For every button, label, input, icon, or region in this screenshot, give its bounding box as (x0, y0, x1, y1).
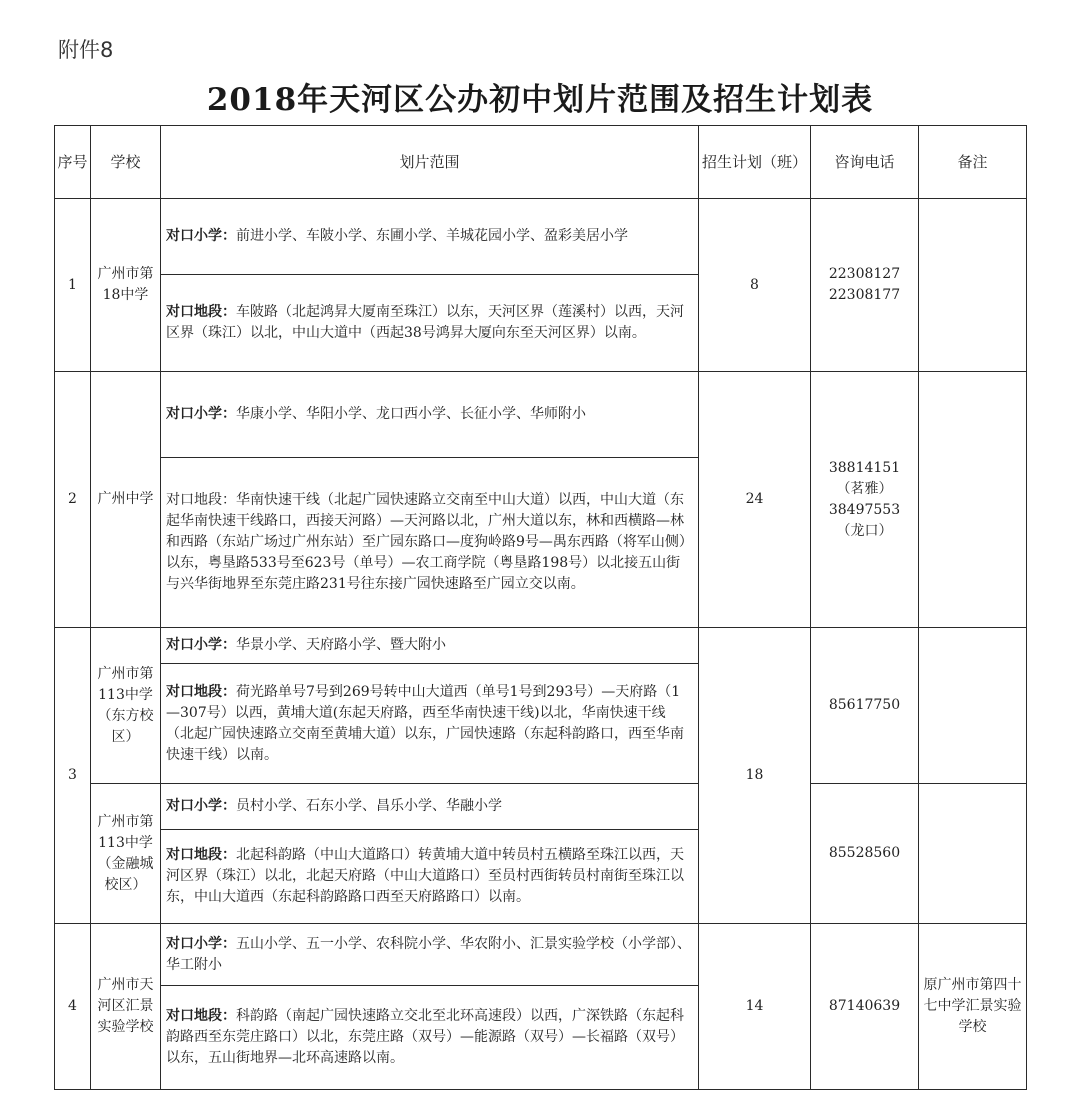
phone-number: 38814151 (828, 459, 901, 476)
header-phone: 咨询电话 (811, 126, 919, 199)
row2-area (161, 458, 699, 628)
row4-school: 广州市天河区汇景实验学校 (91, 924, 161, 1090)
primary-label: 对口小学： (166, 228, 236, 244)
phone-number: 38497553 (828, 501, 901, 518)
row2-school: 广州中学 (91, 372, 161, 628)
area-description: 华南快速干线（北起广园快速路立交南至中山大道）以西，中山大道（东起华南快速干线路口，西接天河路）—天河路以北，广州大道以东，林和西横路—林和西路（东站广场过广州东站）至广园东路口—度狗岭路9号—禺东西路（将军山侧）以东，粤垦路533号至623号（单号）—农工商学院（粤垦路198号）以北接五山街与兴华街地界至东莞庄路231号往东接广园快速路至广园立交以南。 (166, 492, 686, 592)
phone-number: 22308177 (828, 287, 901, 303)
row3a-phone: 85617750 (811, 628, 919, 784)
row3a-area (161, 664, 699, 784)
row1-school: 广州市第18中学 (91, 199, 161, 372)
row4-phone: 87140639 (811, 924, 919, 1090)
area-label: 对口地段： (166, 847, 236, 863)
row4-plan: 14 (699, 924, 811, 1090)
row1-phone (811, 199, 919, 372)
row2-phone (811, 372, 919, 628)
primary-schools: 前进小学、车陂小学、东圃小学、羊城花园小学、盈彩美居小学 (236, 228, 628, 244)
table-row (55, 924, 1027, 986)
area-label: 对口地段： (166, 1008, 236, 1024)
primary-label: 对口小学： (166, 637, 236, 653)
area-description: 荷光路单号7号到269号转中山大道西（单号1号到293号）—天府路（1—307号）以西，黄埔大道(东起天府路，西至华南快速干线)以北，华南快速干线（北起广园快速路立交南至黄埔大道）以东，广园快速路（东起科韵路口，西至华南快速干线）以南。 (166, 683, 684, 763)
row4-primary (161, 924, 699, 986)
table-row (55, 372, 1027, 458)
primary-label: 对口小学： (166, 406, 236, 422)
area-label: 对口地段： (166, 492, 236, 508)
header-zone: 划片范围 (161, 126, 699, 199)
row2-note (919, 372, 1027, 628)
row3-seq: 3 (55, 628, 91, 924)
table-row (55, 199, 1027, 275)
area-label: 对口地段： (166, 683, 236, 700)
row4-seq: 4 (55, 924, 91, 1090)
row2-plan: 24 (699, 372, 811, 628)
phone-note: （龙口） (836, 522, 893, 539)
row3-plan: 18 (699, 628, 811, 924)
row2-seq: 2 (55, 372, 91, 628)
primary-schools: 员村小学、石东小学、昌乐小学、华融小学 (236, 798, 502, 814)
primary-schools: 五山小学、五一小学、农科院小学、华农附小、汇景实验学校（小学部）、华工附小 (166, 935, 691, 973)
row3b-area (161, 830, 699, 924)
table-header-row (55, 126, 1027, 199)
primary-schools: 华景小学、天府路小学、暨大附小 (236, 637, 446, 653)
row3b-note (919, 784, 1027, 924)
phone-note: （茗雅） (836, 480, 893, 497)
phone-number: 22308127 (828, 266, 901, 282)
header-plan: 招生计划（班） (699, 126, 811, 199)
header-school: 学校 (91, 126, 161, 199)
row3b-school: 广州市第113中学（金融城校区） (91, 784, 161, 924)
table-row (55, 784, 1027, 830)
area-description: 北起科韵路（中山大道路口）转黄埔大道中转员村五横路至珠江以西，天河区界（珠江）以北，北起天府路（中山大道路口）至员村西街转员村南街至珠江以东，中山大道西（东起科韵路路口西至天府路路口）以南。 (166, 847, 684, 905)
row3a-note (919, 628, 1027, 784)
area-label: 对口地段： (166, 304, 236, 320)
row1-area (161, 275, 699, 372)
row3a-school: 广州市第113中学（东方校区） (91, 628, 161, 784)
row1-seq: 1 (55, 199, 91, 372)
attachment-label: 附件8 (58, 38, 114, 62)
row1-note (919, 199, 1027, 372)
row4-area (161, 986, 699, 1090)
primary-schools: 华康小学、华阳小学、龙口西小学、长征小学、华师附小 (236, 406, 586, 422)
area-description: 车陂路（北起鸿昇大厦南至珠江）以东，天河区界（莲溪村）以西，天河区界（珠江）以北，中山大道中（西起38号鸿昇大厦向东至天河区界）以南。 (166, 304, 684, 341)
table-row (55, 628, 1027, 664)
area-description: 科韵路（南起广园快速路立交北至北环高速段）以西，广深铁路（东起科韵路西至东莞庄路口）以北，东莞庄路（双号）—能源路（双号）—长福路（双号）以东，五山街地界—北环高速路以南。 (166, 1008, 684, 1066)
row1-primary (161, 199, 699, 275)
row4-note: 原广州市第四十七中学汇景实验学校 (919, 924, 1027, 1090)
row3b-phone: 85528560 (811, 784, 919, 924)
primary-label: 对口小学： (166, 798, 236, 814)
row3b-primary (161, 784, 699, 830)
header-seq: 序号 (55, 126, 91, 199)
row1-plan: 8 (699, 199, 811, 372)
row2-primary (161, 372, 699, 458)
header-note: 备注 (919, 126, 1027, 199)
document-title: 2018年天河区公办初中划片范围及招生计划表 (206, 82, 874, 118)
row3a-primary (161, 628, 699, 664)
primary-label: 对口小学： (166, 935, 236, 952)
zoning-table (54, 125, 1027, 1090)
